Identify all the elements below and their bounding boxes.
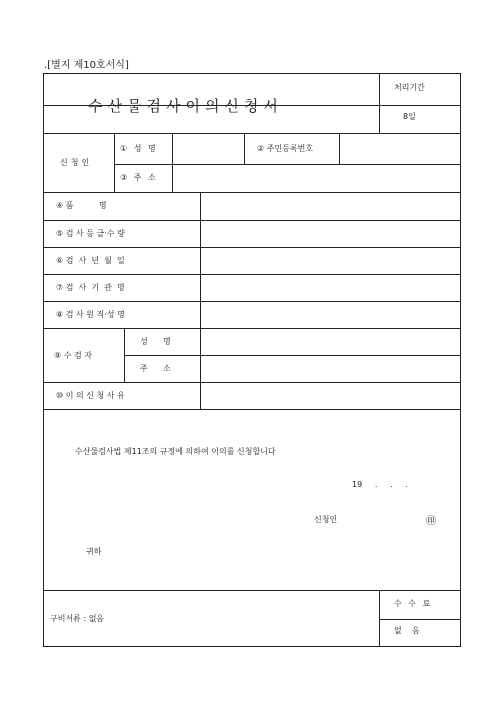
divider — [244, 133, 245, 164]
statement-text: 수산물검사법 제11조의 규정에 의하여 이의를 신청합니다 — [75, 447, 276, 456]
divider — [44, 328, 461, 329]
name-label: ① 성 명 — [120, 144, 158, 153]
processing-period-value: 8일 — [403, 112, 416, 121]
inspection-date-label: ⑥ 검 사 년 월 일 — [56, 256, 125, 265]
divider — [44, 301, 461, 302]
divider — [44, 220, 461, 221]
divider — [200, 192, 201, 328]
divider — [200, 328, 201, 409]
divider — [44, 247, 461, 248]
grade-quantity-label: ⑤ 검 사 등 급·수 량 — [56, 229, 125, 238]
fee-value: 없 음 — [394, 626, 420, 635]
divider — [172, 133, 173, 192]
form-title: 수산물검사이의신청서 — [88, 97, 283, 115]
fee-label: 수 수 료 — [394, 599, 433, 608]
divider — [44, 382, 461, 383]
application-form — [43, 73, 461, 647]
date-line: 19 . . . — [352, 480, 408, 489]
addressee: 귀하 — [86, 547, 102, 556]
applicant-label: 신청인 — [60, 158, 93, 167]
inspector-position-label: ⑧ 검 사 원 직·성 명 — [56, 310, 125, 319]
divider — [44, 274, 461, 275]
inspection-agency-label: ⑦ 검 사 기 관 명 — [56, 283, 125, 292]
divider — [44, 409, 461, 410]
processing-period-label: 처리기간 — [394, 83, 425, 92]
divider — [44, 590, 461, 591]
divider — [44, 133, 461, 134]
seal-icon: ㊞ — [426, 516, 436, 527]
divider — [379, 590, 380, 647]
inspectee-name-label: 성 명 — [140, 337, 171, 346]
registration-number-label: ② 주민등록번호 — [257, 144, 314, 153]
inspectee-address-label: 주 소 — [140, 364, 171, 373]
divider — [124, 328, 125, 382]
signer-label: 신청인 — [314, 515, 338, 524]
form-reference: .[별지 제10호서식] — [44, 60, 129, 71]
divider — [379, 619, 461, 620]
required-documents: 구비서류 : 없음 — [50, 614, 105, 623]
divider — [114, 133, 115, 192]
divider — [339, 133, 340, 164]
inspectee-label: ⑨ 수 검 자 — [54, 351, 92, 360]
divider — [44, 192, 461, 193]
address-label: ③ 주 소 — [120, 173, 158, 182]
objection-reason-label: ⑩ 이 의 신 청 사 유 — [56, 391, 125, 400]
item-label: ④ 품 명 — [56, 201, 107, 210]
divider — [114, 164, 461, 165]
divider — [379, 74, 380, 133]
divider — [124, 355, 461, 356]
